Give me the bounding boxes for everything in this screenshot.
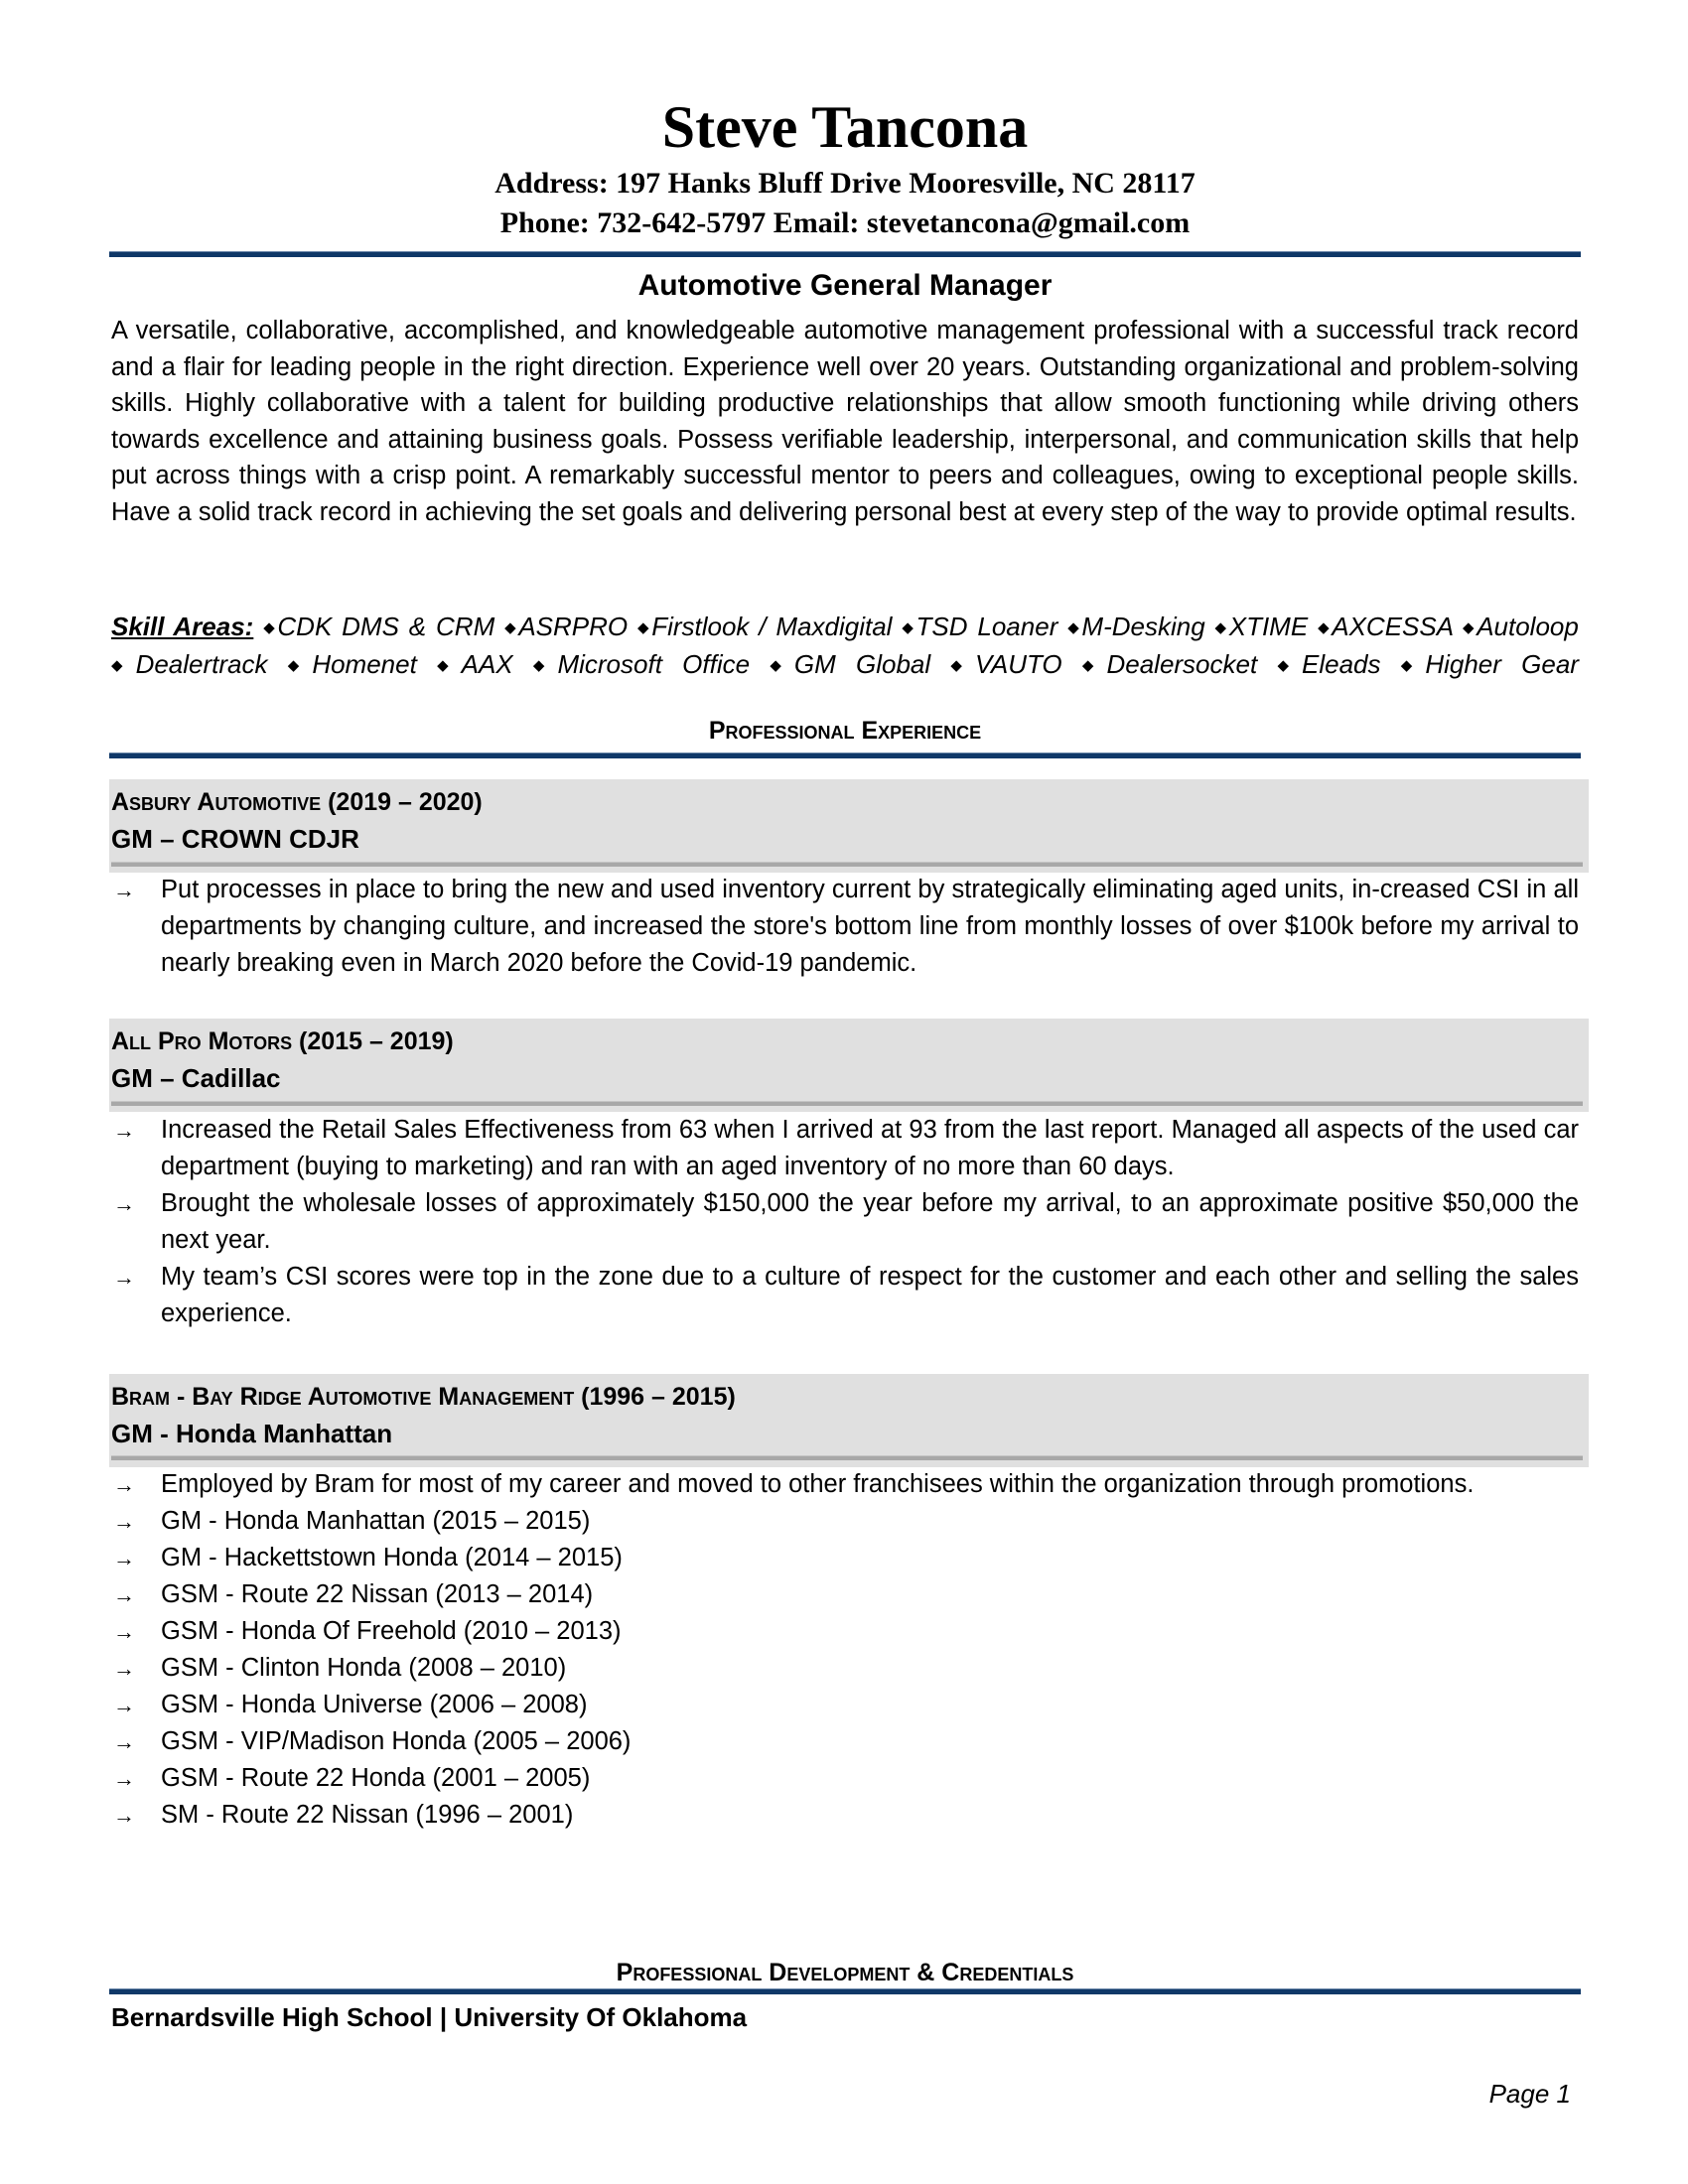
diamond-bullet-icon: ◆ bbox=[1318, 619, 1333, 636]
list-item: → Employed by Bram for most of my career and moved to other franchisees within the organization through promotions. bbox=[109, 1466, 1579, 1503]
arrow-right-icon: → bbox=[113, 1472, 135, 1497]
credentials-heading: Professional Development & Credentials bbox=[616, 1959, 1074, 1986]
skill-item: ◆Firstlook / Maxdigital bbox=[637, 612, 893, 641]
skill-list bbox=[111, 612, 1579, 679]
diamond-bullet-icon: ◆ bbox=[1081, 657, 1107, 674]
skill-item: ◆GM Global bbox=[770, 649, 931, 679]
arrow-right-icon: → bbox=[113, 878, 135, 902]
skill-item: ◆Eleads bbox=[1277, 649, 1381, 679]
list-item: → GM - Hackettstown Honda (2014 – 2015) bbox=[109, 1540, 1579, 1576]
skill-item: ◆AXCESSA bbox=[1318, 612, 1454, 641]
job-divider bbox=[111, 1455, 1583, 1460]
credentials-divider bbox=[109, 1988, 1581, 1994]
experience-heading: Professional Experience bbox=[708, 717, 982, 745]
contact-line: Phone: 732-642-5797 Email: stevetancona@gmail.com bbox=[499, 206, 1191, 239]
job-company: Asbury Automotive (2019 – 2020) bbox=[111, 788, 483, 816]
skill-item: ◆AAX bbox=[437, 649, 513, 679]
diamond-bullet-icon: ◆ bbox=[1214, 619, 1229, 636]
list-item: → GSM - Route 22 Nissan (2013 – 2014) bbox=[109, 1576, 1579, 1613]
job-company: Bram - Bay Ridge Automotive Management (1996 – 2015) bbox=[111, 1383, 736, 1411]
skill-item: ◆XTIME bbox=[1214, 612, 1309, 641]
skill-item: ◆M-Desking bbox=[1067, 612, 1205, 641]
skill-item: ◆Homenet bbox=[287, 649, 417, 679]
skill-item: ◆Dealersocket bbox=[1081, 649, 1258, 679]
diamond-bullet-icon: ◆ bbox=[1463, 619, 1477, 636]
diamond-bullet-icon: ◆ bbox=[437, 657, 462, 674]
job-header-asbury bbox=[109, 779, 1589, 873]
skill-item: ◆ASRPRO bbox=[504, 612, 629, 641]
job-company: All Pro Motors (2015 – 2019) bbox=[111, 1027, 454, 1055]
skill-item: ◆CDK DMS & CRM bbox=[263, 612, 495, 641]
arrow-right-icon: → bbox=[113, 1803, 135, 1828]
list-item: → Brought the wholesale losses of approximately $150,000 the year before my arrival, to an approximate positive $50,000 the next year. bbox=[109, 1185, 1579, 1259]
arrow-right-icon: → bbox=[113, 1766, 135, 1791]
arrow-right-icon: → bbox=[113, 1619, 135, 1644]
job-divider bbox=[111, 862, 1583, 867]
skill-item: ◆Autoloop bbox=[1463, 612, 1579, 641]
arrow-right-icon: → bbox=[113, 1265, 135, 1290]
profile-summary: A versatile, collaborative, accomplished, and knowledgeable automotive management professional with a successful track record and a flair for leading people in the right direction. Experience well over 20 years. Outstanding organizational and problem-solving skills. Highly collaborative with a talent for building productive relationships that allow smooth functioning while driving others towards excellence and attaining business goals. Possess verifiable leadership, interpersonal, and communication skills that help put across things with a crisp point. A remarkably successful mentor to peers and colleagues, owing to exceptional people skills. Have a solid track record in achieving the set goals and delivering personal best at every step of the way to provide optimal results. bbox=[111, 317, 1579, 526]
job-bullets-bram bbox=[109, 1466, 1579, 1834]
job-bullets-asbury bbox=[109, 872, 1579, 982]
diamond-bullet-icon: ◆ bbox=[1277, 657, 1303, 674]
skill-item: ◆Microsoft Office bbox=[532, 649, 751, 679]
diamond-bullet-icon: ◆ bbox=[1067, 619, 1082, 636]
arrow-right-icon: → bbox=[113, 1656, 135, 1681]
diamond-bullet-icon: ◆ bbox=[263, 619, 278, 636]
arrow-right-icon: → bbox=[113, 1729, 135, 1754]
job-role: GM – Cadillac bbox=[111, 1063, 281, 1093]
experience-divider bbox=[109, 752, 1581, 758]
list-item: → Increased the Retail Sales Effectiveness from 63 when I arrived at 93 from the last report. Managed all aspects of the used car department (buying to marketing) and ran with an aged inventory of no more than 60 days. bbox=[109, 1112, 1579, 1185]
diamond-bullet-icon: ◆ bbox=[637, 619, 652, 636]
job-header-allpro bbox=[109, 1019, 1589, 1112]
diamond-bullet-icon: ◆ bbox=[111, 657, 136, 674]
list-item: → GSM - Honda Universe (2006 – 2008) bbox=[109, 1687, 1579, 1723]
arrow-right-icon: → bbox=[113, 1693, 135, 1717]
arrow-right-icon: → bbox=[113, 1509, 135, 1534]
diamond-bullet-icon: ◆ bbox=[1400, 657, 1426, 674]
skill-item: ◆TSD Loaner bbox=[902, 612, 1058, 641]
arrow-right-icon: → bbox=[113, 1191, 135, 1216]
skill-areas-label: Skill Areas: bbox=[111, 612, 254, 641]
diamond-bullet-icon: ◆ bbox=[950, 657, 975, 674]
education-line: Bernardsville High School | University Of Oklahoma bbox=[111, 2002, 748, 2032]
arrow-right-icon: → bbox=[113, 1118, 135, 1143]
address-line: Address: 197 Hanks Bluff Drive Mooresville, NC 28117 bbox=[494, 167, 1196, 200]
skill-item: ◆Dealertrack bbox=[111, 649, 268, 679]
diamond-bullet-icon: ◆ bbox=[532, 657, 558, 674]
arrow-right-icon: → bbox=[113, 1582, 135, 1607]
list-item: → SM - Route 22 Nissan (1996 – 2001) bbox=[109, 1797, 1579, 1834]
list-item: → GSM - Honda Of Freehold (2010 – 2013) bbox=[109, 1613, 1579, 1650]
job-bullets-allpro bbox=[109, 1112, 1579, 1332]
list-item: → GM - Honda Manhattan (2015 – 2015) bbox=[109, 1503, 1579, 1540]
diamond-bullet-icon: ◆ bbox=[504, 619, 519, 636]
arrow-right-icon: → bbox=[113, 1546, 135, 1570]
job-role: GM - Honda Manhattan bbox=[111, 1419, 393, 1448]
list-item: → My team’s CSI scores were top in the zone due to a culture of respect for the customer and each other and selling the sales experience. bbox=[109, 1259, 1579, 1332]
skill-areas bbox=[111, 609, 1579, 684]
skill-item: ◆VAUTO bbox=[950, 649, 1062, 679]
candidate-name: Steve Tancona bbox=[661, 94, 1029, 160]
diamond-bullet-icon: ◆ bbox=[902, 619, 916, 636]
diamond-bullet-icon: ◆ bbox=[770, 657, 794, 674]
job-role: GM – CROWN CDJR bbox=[111, 824, 359, 854]
list-item: → Put processes in place to bring the new and used inventory current by strategically eliminating aged units, in-creased CSI in all departments by changing culture, and increased the store's bottom line from monthly losses of over $100k before my arrival to nearly breaking even in March 2020 before the Covid-19 pandemic. bbox=[109, 872, 1579, 982]
diamond-bullet-icon: ◆ bbox=[287, 657, 313, 674]
page-number: Page 1 bbox=[1488, 2079, 1571, 2109]
skill-item: ◆Higher Gear bbox=[1400, 649, 1579, 679]
list-item: → GSM - VIP/Madison Honda (2005 – 2006) bbox=[109, 1723, 1579, 1760]
list-item: → GSM - Clinton Honda (2008 – 2010) bbox=[109, 1650, 1579, 1687]
list-item: → GSM - Route 22 Honda (2001 – 2005) bbox=[109, 1760, 1579, 1797]
header-divider bbox=[109, 251, 1581, 257]
job-header-bram bbox=[109, 1374, 1589, 1467]
profile-title: Automotive General Manager bbox=[637, 269, 1053, 302]
job-divider bbox=[111, 1101, 1583, 1106]
